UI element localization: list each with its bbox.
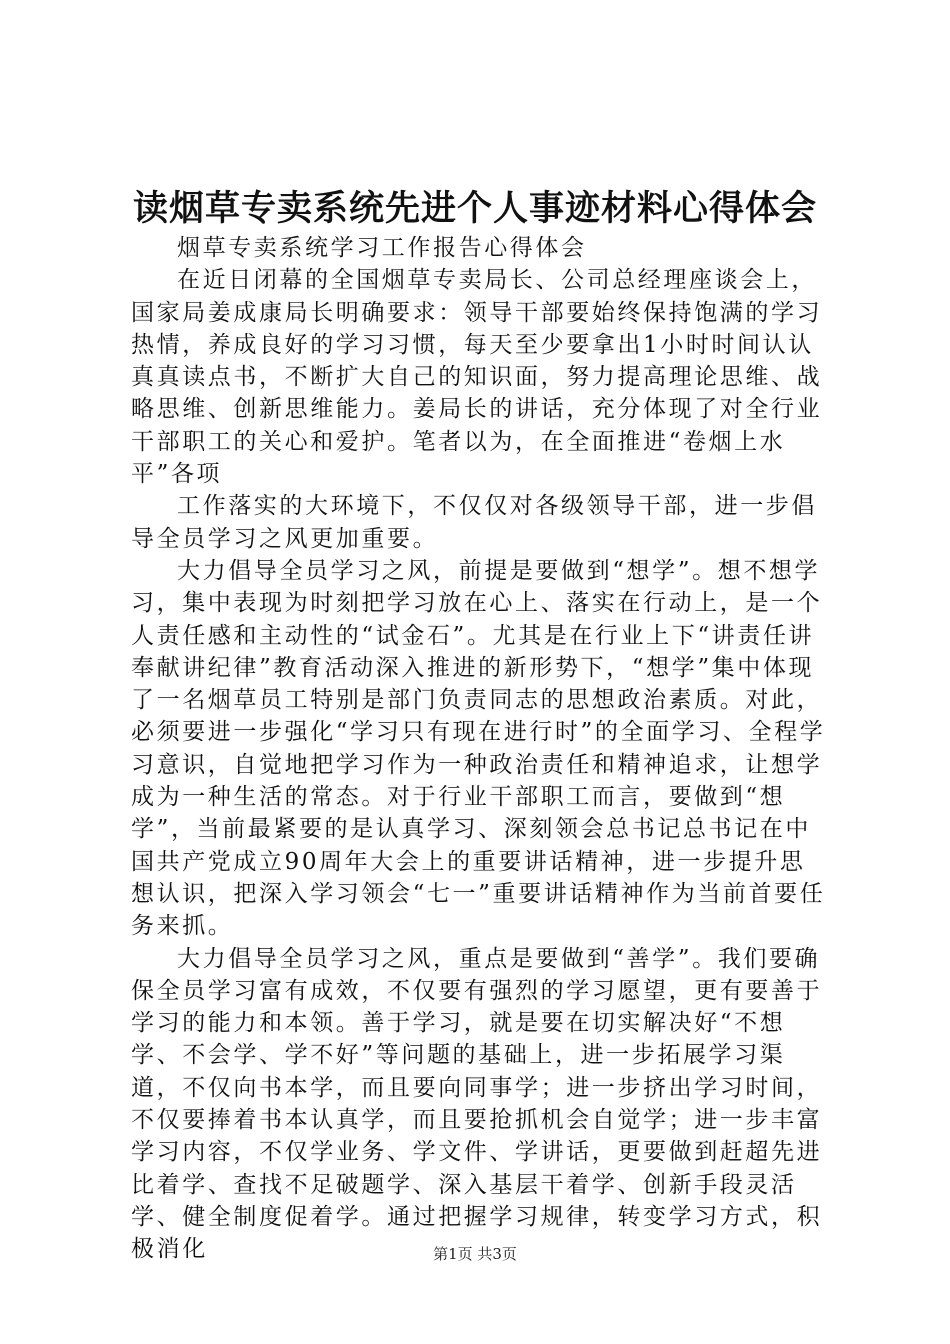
body-paragraph-1: 在近日闭幕的全国烟草专卖局长、公司总经理座谈会上，国家局姜成康局长明确要求：领导干部要始终保持饱满的学习热情，养成良好的学习习惯，每天至少要拿出1小时时间认认真真读点书，不断扩大自己的知识面，努力提高理论思维、战略思维、创新思维能力。姜局长的讲话，充分体现了对全行业干部职工的关心和爱护。笔者以为，在全面推进“卷烟上水平”各项 — [131, 267, 823, 488]
document-title: 读烟草专卖系统先进个人事迹材料心得体会 — [132, 188, 817, 229]
body-paragraph-2: 工作落实的大环境下，不仅仅对各级领导干部，进一步倡导全员学习之风更加重要。 — [131, 493, 817, 552]
page-footer — [0, 1244, 950, 1264]
page-number: 第1页 共3页 — [433, 1245, 517, 1263]
document-subtitle: 烟草专卖系统学习工作报告心得体会 — [177, 235, 587, 261]
body-paragraph-4: 大力倡导全员学习之风，重点是要做到“善学”。我们要确保全员学习富有成效，不仅要有强烈的学习愿望，更有要善于学习的能力和本领。善于学习，就是要在切实解决好“不想学、不会学、学不好”等问题的基础上，进一步拓展学习渠道，不仅向书本学，而且要向同事学；进一步挤出学习时间，不仅要捧着书本认真学，而且要抢抓机会自觉学；进一步丰富学习内容，不仅学业务、学文件、学讲话，更要做到赶超先进比着学、查找不足破题学、深入基层干着学、创新手段灵活学、健全制度促着学。通过把握学习规律，转变学习方式，积极消化 — [131, 945, 823, 1263]
body-paragraph-3: 大力倡导全员学习之风，前提是要做到“想学”。想不想学习，集中表现为时刻把学习放在心上、落实在行动上，是一个人责任感和主动性的“试金石”。尤其是在行业上下“讲责任讲奉献讲纪律”教育活动深入推进的新形势下，“想学”集中体现了一名烟草员工特别是部门负责同志的思想政治素质。对此，必须要进一步强化“学习只有现在进行时”的全面学习、全程学习意识，自觉地把学习作为一种政治责任和精神追求，让想学成为一种生活的常态。对于行业干部职工而言，要做到“想学”，当前最紧要的是认真学习、深刻领会总书记总书记在中国共产党成立90周年大会上的重要讲话精神，进一步提升思想认识，把深入学习领会“七一”重要讲话精神作为当前首要任务来抓。 — [131, 557, 826, 940]
document-body — [131, 232, 831, 1266]
